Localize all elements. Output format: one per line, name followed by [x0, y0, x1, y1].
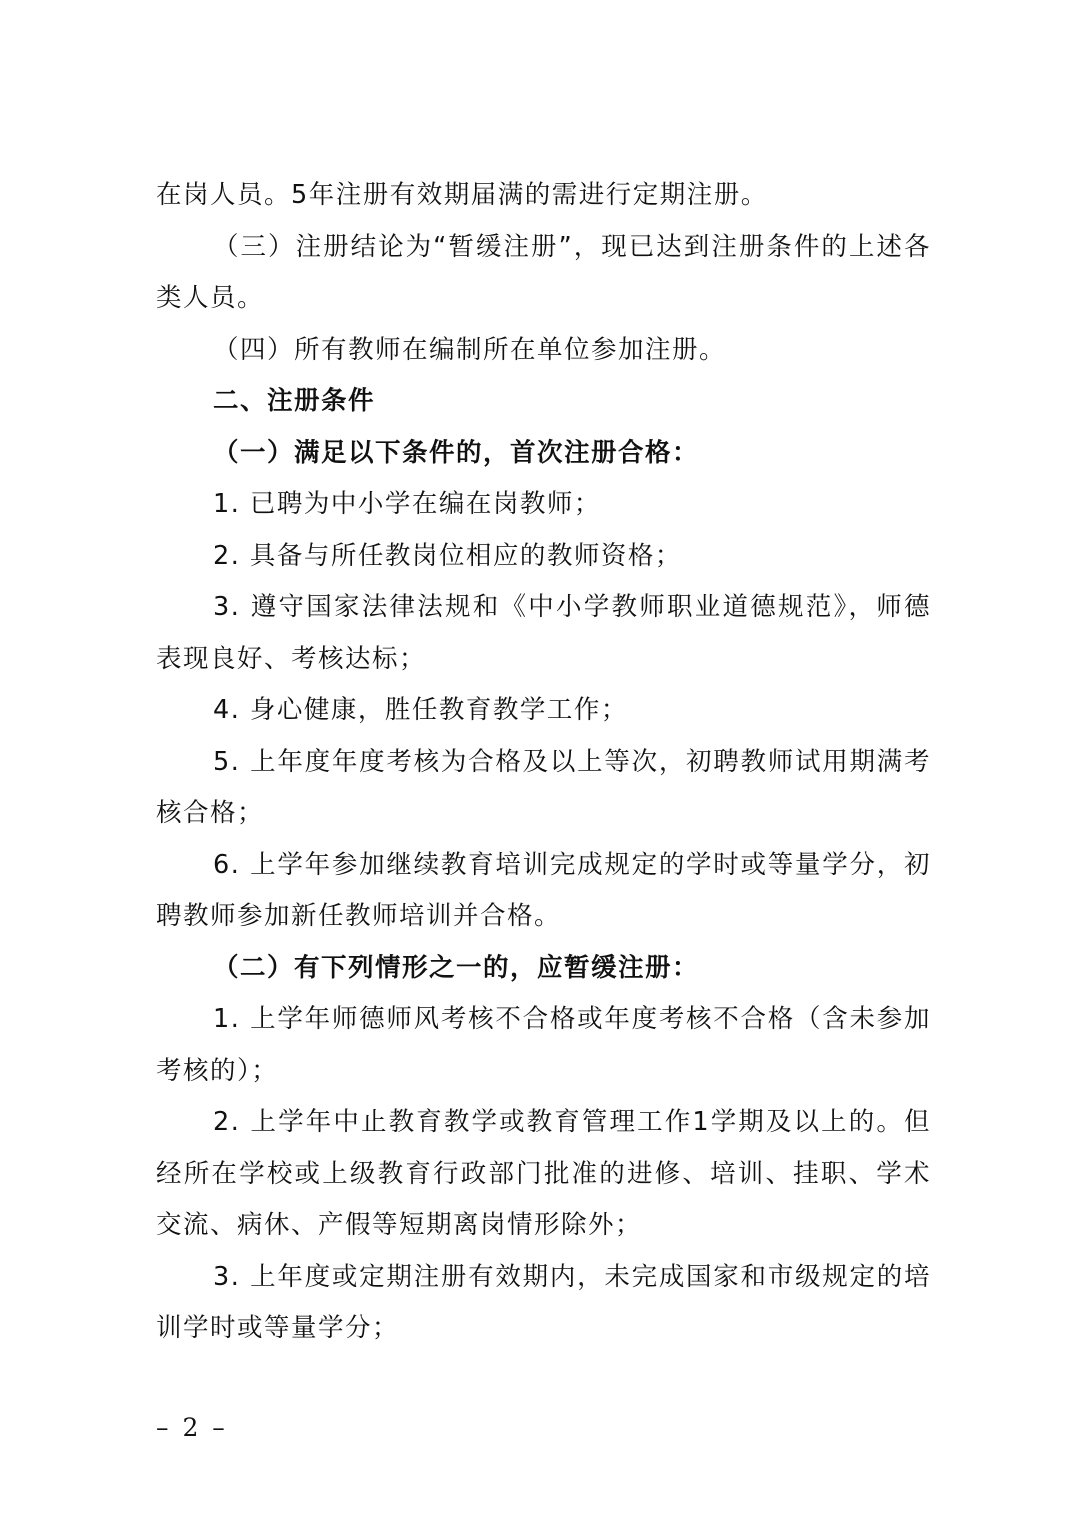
condition-item-4: 4. 身心健康，胜任教育教学工作； — [213, 695, 628, 725]
subsection-heading-2: （二）有下列情形之一的，应暂缓注册： — [213, 952, 700, 983]
page-number: – 2 – — [156, 1413, 228, 1442]
paragraph-3: （四）所有教师在编制所在单位参加注册。 — [213, 334, 727, 365]
section-heading-2: 二、注册条件 — [213, 386, 376, 416]
deferral-item-1: 1. 上学年师德师风考核不合格或年度考核不合格（含未参加考核的）； — [156, 1004, 931, 1086]
condition-item-6: 6. 上学年参加继续教育培训完成规定的学时或等量学分，初聘教师参加新任教师培训并合格。 — [156, 849, 931, 931]
document-body — [156, 170, 931, 1355]
condition-item-1: 1. 已聘为中小学在编在岗教师； — [213, 489, 601, 519]
condition-item-2: 2. 具备与所任教岗位相应的教师资格； — [213, 540, 682, 571]
paragraph-1: 在岗人员。5年注册有效期届满的需进行定期注册。 — [156, 180, 768, 210]
deferral-item-2: 2. 上学年中止教育教学或教育管理工作1学期及以上的。但经所在学校或上级教育行政部门批准的进修、培训、挂职、学术交流、病休、产假等短期离岗情形除外； — [156, 1107, 931, 1240]
condition-item-3: 3. 遵守国家法律法规和《中小学教师职业道德规范》，师德表现良好、考核达标； — [156, 592, 931, 674]
subsection-heading-1: （一）满足以下条件的，首次注册合格： — [213, 437, 700, 468]
condition-item-5: 5. 上年度年度考核为合格及以上等次，初聘教师试用期满考核合格； — [156, 746, 931, 828]
paragraph-2: （三）注册结论为“暂缓注册”，现已达到注册条件的上述各类人员。 — [156, 231, 931, 313]
deferral-item-3: 3. 上年度或定期注册有效期内，未完成国家和市级规定的培训学时或等量学分； — [156, 1261, 931, 1343]
